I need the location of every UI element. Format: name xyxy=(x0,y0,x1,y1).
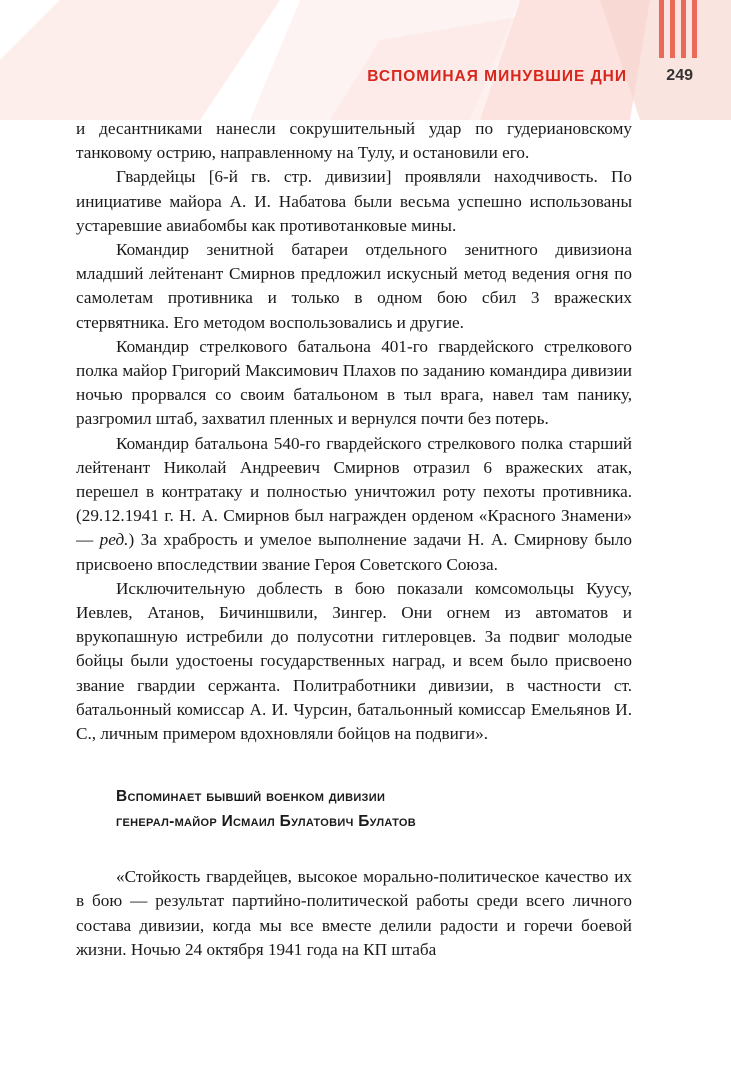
paragraph-4: Командир стрелкового батальона 401-го гвардейского стрелкового полка майор Григорий Максимович Плахов по заданию командира дивизии ночью прорвался со своим батальоном в тыл врага, навел там панику, разгромил штаб, захватил пленных и вернулся почти без потерь. xyxy=(76,336,632,429)
body-text xyxy=(76,117,632,962)
heading-line-1: Вспоминает бывший военком дивизии xyxy=(116,788,386,806)
header-title: ВСПОМИНАЯ МИНУВШИЕ ДНИ xyxy=(367,68,627,85)
paragraph-6: Исключительную доблесть в бою показали комсомольцы Куусу, Иевлев, Атанов, Бичиншвили, Зингер. Они огнем из автоматов и врукопашную истребили до полусотни гитлеровцев. За подвиг молодые бойцы были удостоены государственных наград, и всем было присвоено звание гвардии сержанта. Политработники дивизии, в частности ст. батальонный комиссар А. И. Чурсин, батальонный комиссар Емельянов И. С., личным примером вдохновляли бойцов на подвиги». xyxy=(76,578,632,744)
running-header xyxy=(0,64,731,94)
heading-line-2: генерал-майор Исмаил Булатович Булатов xyxy=(116,813,416,831)
paragraph-5-tail: ) За храбрость и умелое выполнение задачи Н. А. Смирнову было присвоено впоследствии звание Героя Советского Союза. xyxy=(76,530,632,574)
paragraph-7: «Стойкость гвардейцев, высокое морально-политическое качество их в бою — результат партийно-политической работы среди всего личного состава дивизии, когда мы все вместе делили радости и горечи боевой жизни. Ночью 24 октября 1941 года на КП штаба xyxy=(76,867,632,959)
editor-note: ред. xyxy=(99,530,129,550)
paragraph-5-text: Командир батальона 540-го гвардейского стрелкового полка старший лейтенант Николай Андреевич Смирнов отразил 6 вражеских атак, перешел в контратаку и полностью уничтожил роту пехоты противника. (29.12.1941 г. Н. А. Смирнов был награжден орденом «Красного Знамени» — xyxy=(76,433,632,550)
header-decoration xyxy=(0,0,731,120)
paragraph-3: Командир зенитной батареи отдельного зенитного дивизиона младший лейтенант Смирнов предложил искусный метод ведения огня по самолетам противника и только в одном бою сбил 3 вражеских стервятника. Его методом воспользовались и другие. xyxy=(76,240,632,332)
page-number: 249 xyxy=(666,67,693,84)
paragraph-2: Гвардейцы [6-й гв. стр. дивизии] проявляли находчивость. По инициативе майора А. И. Набатова были весьма успешно использованы устаревшие авиабомбы как противотанковые мины. xyxy=(76,167,632,235)
paragraph-5 xyxy=(76,432,632,577)
paragraph-1: и десантниками нанесли сокрушительный удар по гудериановскому танковому острию, направленному на Тулу, и остановили его. xyxy=(76,119,632,163)
section-heading xyxy=(76,784,632,834)
